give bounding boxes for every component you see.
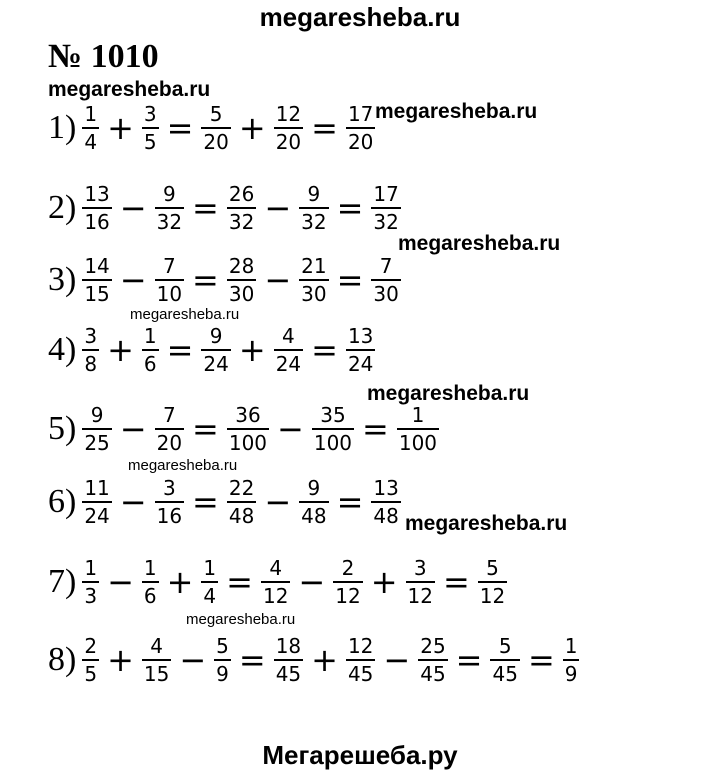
watermark: megaresheba.ru bbox=[367, 382, 530, 405]
denominator: 9 bbox=[563, 659, 580, 684]
denominator: 24 bbox=[346, 349, 375, 374]
fraction bbox=[478, 558, 507, 606]
operator: = bbox=[226, 563, 253, 601]
numerator: 5 bbox=[498, 634, 512, 658]
fraction bbox=[155, 184, 184, 232]
fraction bbox=[346, 636, 375, 684]
denominator: 30 bbox=[371, 279, 400, 304]
fraction bbox=[346, 104, 375, 152]
numerator: 9 bbox=[307, 182, 321, 206]
operator: + bbox=[107, 331, 134, 369]
numerator: 36 bbox=[235, 403, 261, 427]
denominator: 100 bbox=[312, 428, 354, 453]
denominator: 15 bbox=[142, 659, 171, 684]
fraction bbox=[142, 636, 171, 684]
denominator: 20 bbox=[201, 127, 230, 152]
operator: = bbox=[238, 641, 266, 679]
fraction bbox=[82, 405, 111, 453]
numerator: 1 bbox=[203, 556, 217, 580]
denominator: 6 bbox=[142, 349, 159, 374]
numerator: 5 bbox=[209, 102, 223, 126]
equation-row bbox=[48, 470, 403, 534]
numerator: 9 bbox=[90, 403, 104, 427]
operator: = bbox=[336, 483, 364, 521]
operator: + bbox=[166, 563, 194, 601]
denominator: 12 bbox=[333, 581, 362, 606]
denominator: 15 bbox=[82, 279, 111, 304]
operator: + bbox=[311, 641, 338, 679]
operator: − bbox=[119, 189, 147, 227]
operator: − bbox=[264, 483, 292, 521]
fraction bbox=[371, 478, 400, 526]
denominator: 5 bbox=[142, 127, 159, 152]
item-number: 7) bbox=[48, 563, 77, 600]
fraction bbox=[142, 558, 159, 606]
numerator: 2 bbox=[341, 556, 355, 580]
denominator: 45 bbox=[490, 659, 519, 684]
operator: − bbox=[119, 261, 147, 299]
fraction bbox=[142, 104, 159, 152]
numerator: 22 bbox=[228, 476, 255, 500]
denominator: 5 bbox=[82, 659, 99, 684]
denominator: 4 bbox=[82, 127, 99, 152]
fraction bbox=[155, 256, 184, 304]
item-number: 4) bbox=[48, 331, 77, 368]
denominator: 24 bbox=[274, 349, 303, 374]
numerator: 1 bbox=[143, 556, 157, 580]
denominator: 45 bbox=[274, 659, 303, 684]
equation-row bbox=[48, 397, 441, 461]
fraction bbox=[82, 104, 99, 152]
operator: = bbox=[192, 410, 219, 448]
denominator: 100 bbox=[227, 428, 269, 453]
denominator: 48 bbox=[227, 501, 256, 526]
fraction bbox=[397, 405, 439, 453]
numerator: 4 bbox=[282, 324, 295, 348]
fraction bbox=[201, 326, 230, 374]
equation-row bbox=[48, 176, 403, 240]
numerator: 5 bbox=[486, 556, 499, 580]
fraction bbox=[201, 558, 218, 606]
denominator: 30 bbox=[299, 279, 328, 304]
item-number: 1) bbox=[48, 109, 77, 146]
numerator: 2 bbox=[84, 634, 98, 658]
operator: = bbox=[166, 109, 194, 147]
operator: = bbox=[336, 261, 364, 299]
operator: + bbox=[107, 109, 134, 147]
watermark: megaresheba.ru bbox=[375, 100, 538, 123]
denominator: 12 bbox=[406, 581, 435, 606]
denominator: 3 bbox=[82, 581, 99, 606]
operator: = bbox=[192, 189, 219, 227]
item-number: 8) bbox=[48, 641, 77, 678]
fraction bbox=[261, 558, 290, 606]
numerator: 17 bbox=[373, 182, 399, 206]
fraction bbox=[299, 256, 328, 304]
fraction bbox=[333, 558, 362, 606]
fraction bbox=[371, 184, 400, 232]
operator: − bbox=[277, 410, 304, 448]
numerator: 7 bbox=[162, 403, 176, 427]
operator: − bbox=[179, 641, 207, 679]
numerator: 18 bbox=[275, 634, 302, 658]
numerator: 35 bbox=[320, 403, 346, 427]
numerator: 3 bbox=[413, 556, 427, 580]
numerator: 5 bbox=[216, 634, 229, 658]
equation-row bbox=[48, 248, 403, 312]
denominator: 12 bbox=[478, 581, 507, 606]
denominator: 8 bbox=[82, 349, 99, 374]
operator: + bbox=[238, 109, 266, 147]
denominator: 32 bbox=[227, 207, 256, 232]
site-header: megaresheba.ru bbox=[259, 2, 461, 32]
denominator: 48 bbox=[299, 501, 328, 526]
fraction bbox=[142, 326, 159, 374]
denominator: 24 bbox=[82, 501, 111, 526]
denominator: 16 bbox=[82, 207, 111, 232]
numerator: 3 bbox=[143, 102, 157, 126]
watermark: megaresheba.ru bbox=[130, 306, 240, 323]
denominator: 45 bbox=[418, 659, 447, 684]
operator: − bbox=[264, 261, 292, 299]
fraction bbox=[346, 326, 375, 374]
denominator: 12 bbox=[261, 581, 290, 606]
denominator: 10 bbox=[155, 279, 184, 304]
equation-row bbox=[48, 318, 377, 382]
fraction bbox=[155, 478, 184, 526]
fraction bbox=[82, 558, 99, 606]
denominator: 25 bbox=[82, 428, 111, 453]
operator: = bbox=[442, 563, 470, 601]
fraction bbox=[82, 636, 99, 684]
item-number: 2) bbox=[48, 189, 77, 226]
fraction bbox=[371, 256, 400, 304]
fraction bbox=[274, 104, 303, 152]
fraction bbox=[299, 184, 328, 232]
numerator: 12 bbox=[347, 634, 374, 658]
numerator: 17 bbox=[347, 102, 374, 126]
numerator: 9 bbox=[307, 476, 321, 500]
denominator: 100 bbox=[397, 428, 439, 453]
fraction bbox=[82, 256, 111, 304]
numerator: 28 bbox=[228, 254, 255, 278]
numerator: 3 bbox=[162, 476, 176, 500]
operator: = bbox=[166, 331, 194, 369]
operator: = bbox=[455, 641, 483, 679]
numerator: 9 bbox=[209, 324, 223, 348]
denominator: 9 bbox=[214, 659, 231, 684]
watermark: megaresheba.ru bbox=[128, 457, 238, 474]
denominator: 30 bbox=[227, 279, 256, 304]
denominator: 20 bbox=[155, 428, 184, 453]
watermark: megaresheba.ru bbox=[186, 611, 296, 628]
denominator: 45 bbox=[346, 659, 375, 684]
numerator: 14 bbox=[84, 254, 110, 278]
operator: + bbox=[370, 563, 398, 601]
fraction bbox=[563, 636, 580, 684]
fraction bbox=[214, 636, 231, 684]
numerator: 25 bbox=[420, 634, 446, 658]
numerator: 4 bbox=[150, 634, 163, 658]
fraction bbox=[82, 326, 99, 374]
operator: = bbox=[527, 641, 555, 679]
item-number: 6) bbox=[48, 483, 77, 520]
operator: = bbox=[192, 483, 219, 521]
numerator: 13 bbox=[347, 324, 374, 348]
fraction bbox=[274, 636, 303, 684]
denominator: 32 bbox=[299, 207, 328, 232]
operator: = bbox=[362, 410, 389, 448]
denominator: 4 bbox=[201, 581, 218, 606]
fraction bbox=[201, 104, 230, 152]
fraction bbox=[299, 478, 328, 526]
fraction bbox=[227, 478, 256, 526]
operator: − bbox=[383, 641, 411, 679]
numerator: 1 bbox=[84, 102, 98, 126]
fraction bbox=[490, 636, 519, 684]
fraction bbox=[312, 405, 354, 453]
fraction bbox=[406, 558, 435, 606]
equation-row bbox=[48, 96, 377, 160]
watermark: megaresheba.ru bbox=[48, 78, 211, 101]
operator: − bbox=[264, 189, 292, 227]
operator: = bbox=[311, 109, 338, 147]
denominator: 32 bbox=[371, 207, 400, 232]
numerator: 21 bbox=[301, 254, 327, 278]
operator: − bbox=[107, 563, 134, 601]
equation-row bbox=[48, 628, 581, 692]
fraction bbox=[82, 184, 111, 232]
numerator: 11 bbox=[84, 476, 110, 500]
numerator: 3 bbox=[84, 324, 98, 348]
fraction bbox=[274, 326, 303, 374]
operator: + bbox=[238, 331, 266, 369]
denominator: 32 bbox=[155, 207, 184, 232]
numerator: 7 bbox=[162, 254, 176, 278]
operator: = bbox=[192, 261, 219, 299]
numerator: 1 bbox=[84, 556, 98, 580]
denominator: 20 bbox=[274, 127, 303, 152]
operator: − bbox=[119, 483, 147, 521]
numerator: 13 bbox=[84, 182, 110, 206]
equation-row bbox=[48, 550, 509, 614]
numerator: 13 bbox=[373, 476, 399, 500]
fraction bbox=[418, 636, 447, 684]
denominator: 6 bbox=[142, 581, 159, 606]
fraction bbox=[227, 184, 256, 232]
operator: + bbox=[107, 641, 134, 679]
denominator: 24 bbox=[201, 349, 230, 374]
operator: − bbox=[298, 563, 326, 601]
item-number: 3) bbox=[48, 261, 77, 298]
operator: − bbox=[119, 410, 147, 448]
watermark: megaresheba.ru bbox=[398, 232, 561, 255]
watermark: megaresheba.ru bbox=[405, 512, 568, 535]
problem-title: № 1010 bbox=[48, 38, 159, 75]
denominator: 20 bbox=[346, 127, 375, 152]
site-footer: Мегарешеба.ру bbox=[262, 740, 458, 770]
numerator: 1 bbox=[411, 403, 425, 427]
numerator: 1 bbox=[143, 324, 157, 348]
fraction bbox=[227, 405, 269, 453]
fraction bbox=[82, 478, 111, 526]
operator: = bbox=[311, 331, 338, 369]
numerator: 12 bbox=[275, 102, 302, 126]
numerator: 1 bbox=[564, 634, 578, 658]
numerator: 4 bbox=[269, 556, 283, 580]
numerator: 7 bbox=[379, 254, 393, 278]
numerator: 9 bbox=[162, 182, 176, 206]
numerator: 26 bbox=[228, 182, 255, 206]
operator: = bbox=[336, 189, 364, 227]
fraction bbox=[155, 405, 184, 453]
item-number: 5) bbox=[48, 410, 77, 447]
denominator: 16 bbox=[155, 501, 184, 526]
fraction bbox=[227, 256, 256, 304]
denominator: 48 bbox=[371, 501, 400, 526]
